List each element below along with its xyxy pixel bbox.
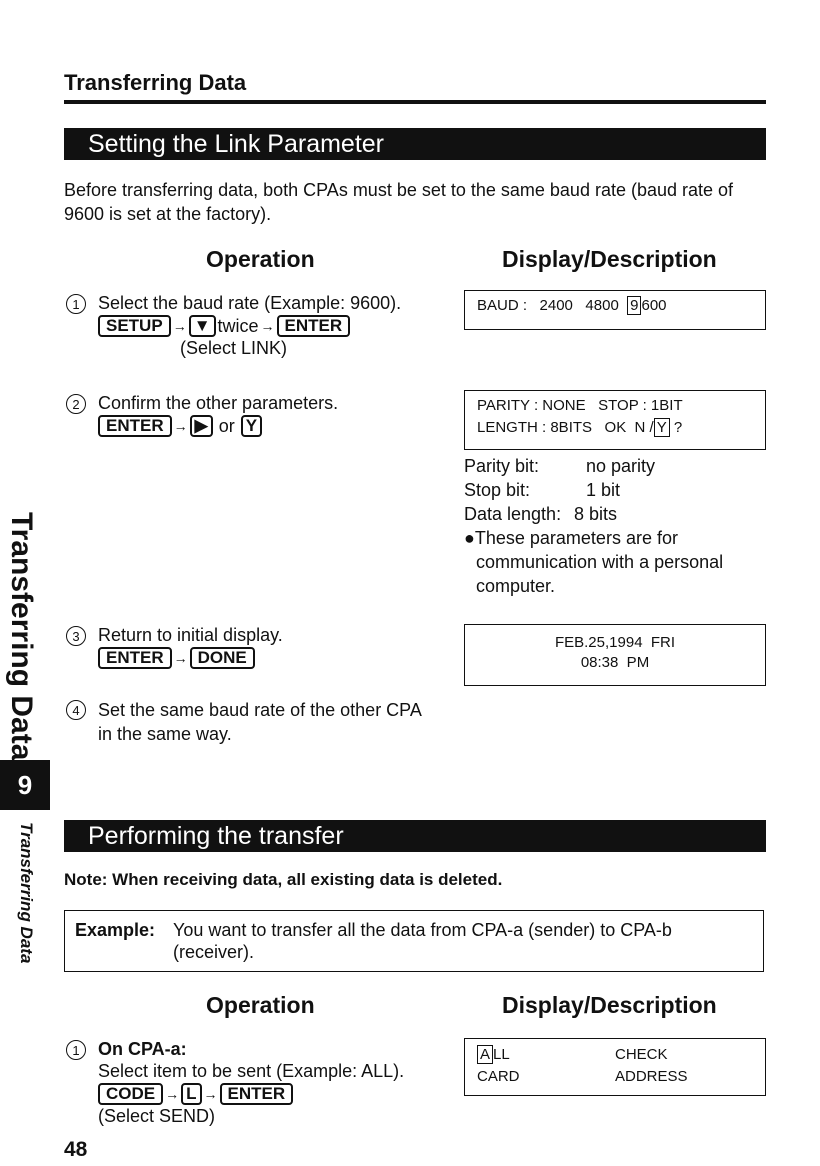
operation-heading: Operation — [206, 246, 315, 272]
param-key: Data length: — [464, 504, 562, 524]
sidebar-chapter-title: Transferring Data — [5, 512, 38, 761]
lcd-send-menu — [464, 1038, 766, 1096]
arrow-icon: → — [260, 318, 275, 334]
down-key: ▼ — [189, 315, 216, 337]
lcd-cursor: A — [477, 1045, 493, 1064]
y-key: Y — [241, 415, 262, 437]
key-sequence — [98, 315, 458, 337]
page-number: 48 — [64, 1138, 88, 1161]
arrow-icon: → — [173, 650, 188, 666]
key-text: twice — [217, 316, 259, 336]
lcd-line — [477, 1066, 753, 1088]
param-row — [464, 478, 764, 502]
lcd-parity — [464, 390, 766, 450]
transfer-step-1 — [98, 1038, 458, 1127]
step-text: Select the baud rate (Example: 9600). — [98, 293, 402, 313]
param-value: 8 bits — [574, 504, 618, 524]
header-rule — [64, 100, 766, 104]
lcd-text: LENGTH : 8BITS OK N / — [477, 419, 654, 436]
chapter-tab: 9 — [0, 760, 50, 810]
enter-key: ENTER — [98, 647, 172, 669]
lcd-text: LL — [493, 1046, 510, 1063]
lcd-line: FEB.25,1994 FRI — [554, 634, 676, 651]
param-key: Parity bit: — [464, 456, 540, 476]
step-3 — [98, 624, 458, 669]
l-key: L — [181, 1083, 201, 1105]
param-value: no parity — [586, 456, 656, 476]
step-note: (Select LINK) — [180, 338, 288, 358]
step-text: Select item to be sent (Example: ALL). — [98, 1061, 405, 1081]
lcd-text: ? — [673, 419, 683, 436]
lcd-date — [464, 624, 766, 686]
step-1 — [98, 292, 458, 359]
section-banner-transfer: Performing the transfer — [64, 820, 766, 852]
lcd-label: BAUD : — [477, 297, 528, 314]
lcd-line — [477, 1044, 753, 1066]
lcd-text: CHECK — [615, 1046, 668, 1063]
lcd-line: 08:38 PM — [580, 654, 650, 671]
step-number: 3 — [66, 626, 86, 646]
section-banner-link-parameter: Setting the Link Parameter — [64, 128, 766, 160]
param-value: 1 bit — [586, 480, 621, 500]
key-sequence — [98, 647, 458, 669]
lcd-value: 2400 — [539, 297, 573, 314]
enter-key: ENTER — [277, 315, 351, 337]
example-label: Example: — [75, 920, 156, 940]
param-list — [464, 454, 764, 598]
lcd-cursor: Y — [654, 418, 670, 437]
intro-text: Before transferring data, both CPAs must be set to the same baud rate (baud rate of 9600 is set at the factory). — [64, 180, 734, 224]
enter-key: ENTER — [98, 415, 172, 437]
example-text: You want to transfer all the data from CPA-a (sender) to CPA-b (receiver). — [173, 920, 672, 962]
arrow-icon: → — [173, 418, 188, 434]
sidebar-subtitle: Transferring Data — [17, 822, 36, 964]
step-number: 1 — [66, 1040, 86, 1060]
step-note: (Select SEND) — [98, 1106, 216, 1126]
enter-key: ENTER — [220, 1083, 294, 1105]
step-text: Return to initial display. — [98, 625, 283, 645]
key-sequence — [98, 415, 458, 437]
step-number: 1 — [66, 294, 86, 314]
lcd-value: 600 — [641, 297, 667, 314]
lcd-line — [477, 417, 753, 439]
lcd-cursor: 9 — [627, 296, 641, 315]
step-number: 2 — [66, 394, 86, 414]
param-key: Stop bit: — [464, 480, 531, 500]
setup-key: SETUP — [98, 315, 171, 337]
lcd-text: ADDRESS — [615, 1068, 688, 1085]
lcd-value: 4800 — [585, 297, 619, 314]
step-4: Set the same baud rate of the other CPA in the same way. — [98, 700, 421, 744]
chapter-title: Transferring Data — [64, 70, 247, 95]
lcd-line: PARITY : NONE STOP : 1BIT — [477, 397, 683, 414]
display-heading: Display/Description — [502, 246, 717, 272]
arrow-icon: → — [203, 1086, 218, 1102]
lcd-baud — [464, 290, 766, 330]
step-text: Confirm the other parameters. — [98, 393, 339, 413]
example-box — [64, 910, 764, 972]
param-row — [464, 502, 764, 526]
right-key: ▶ — [190, 415, 213, 437]
lcd-text: CARD — [477, 1068, 520, 1085]
note-text: Note: When receiving data, all existing data is deleted. — [64, 870, 503, 889]
operation-heading: Operation — [206, 992, 315, 1018]
display-heading: Display/Description — [502, 992, 717, 1018]
code-key: CODE — [98, 1083, 163, 1105]
step-number: 4 — [66, 700, 86, 720]
param-note: ●These parameters are for communication with a personal computer. — [464, 528, 724, 596]
arrow-icon: → — [172, 318, 187, 334]
arrow-icon: → — [165, 1086, 180, 1102]
param-row — [464, 454, 764, 478]
done-key: DONE — [190, 647, 255, 669]
step-heading: On CPA-a: — [98, 1039, 187, 1059]
key-sequence — [98, 1083, 458, 1105]
key-text: or — [218, 416, 235, 436]
step-2 — [98, 392, 458, 437]
